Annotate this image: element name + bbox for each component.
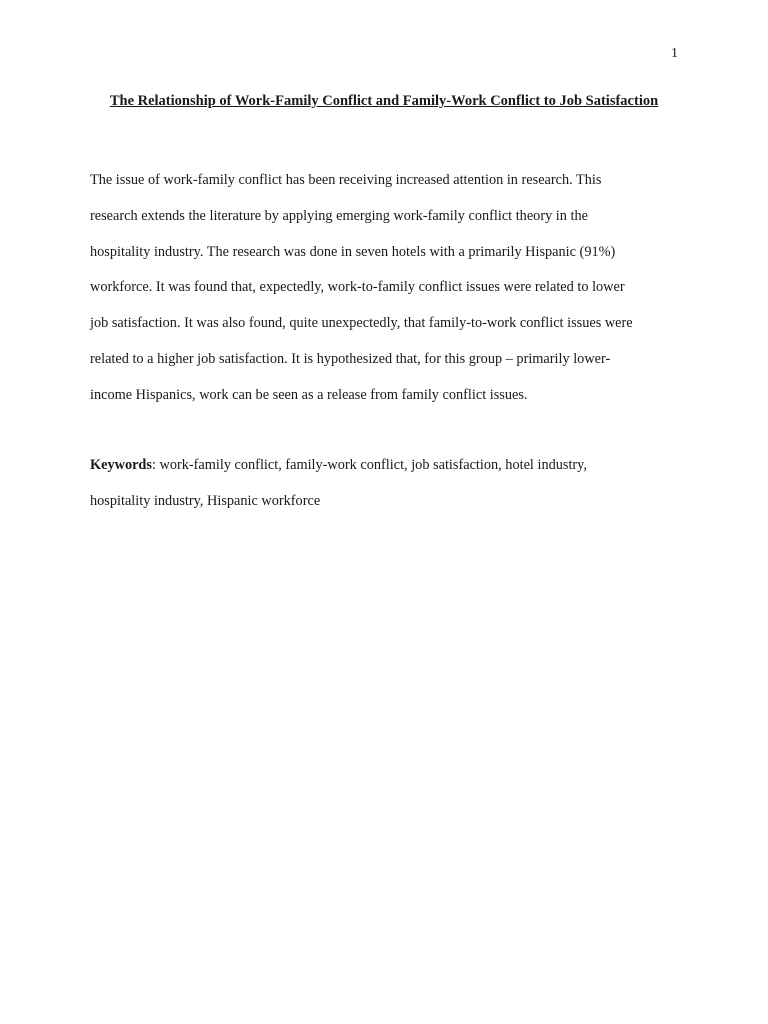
abstract-line: research extends the literature by applying emerging work-family conflict theory in the bbox=[90, 207, 588, 224]
abstract-line: workforce. It was found that, expectedly, work-to-family conflict issues were related to lower bbox=[90, 279, 625, 296]
abstract-paragraph bbox=[90, 163, 680, 414]
page-number: 1 bbox=[671, 46, 678, 61]
abstract-line: related to a higher job satisfaction. It is hypothesized that, for this group – primarily lower- bbox=[90, 350, 611, 367]
keywords-line-continued: hospitality industry, Hispanic workforce bbox=[90, 492, 321, 509]
keywords-label: Keywords bbox=[90, 457, 152, 473]
abstract-line: The issue of work-family conflict has been receiving increased attention in research. This bbox=[90, 172, 602, 188]
keywords-list: : work-family conflict, family-work conflict, job satisfaction, hotel industry, bbox=[151, 457, 587, 473]
abstract-line: job satisfaction. It was also found, quite unexpectedly, that family-to-work conflict issues were bbox=[90, 315, 633, 332]
abstract-line: income Hispanics, work can be seen as a release from family conflict issues. bbox=[90, 386, 528, 403]
keywords-paragraph bbox=[90, 448, 680, 520]
keywords-line bbox=[90, 448, 680, 484]
paper-title: The Relationship of Work-Family Conflict and Family-Work Conflict to Job Satisfaction bbox=[109, 93, 659, 109]
abstract-line: hospitality industry. The research was done in seven hotels with a primarily Hispanic (91%) bbox=[90, 243, 616, 260]
